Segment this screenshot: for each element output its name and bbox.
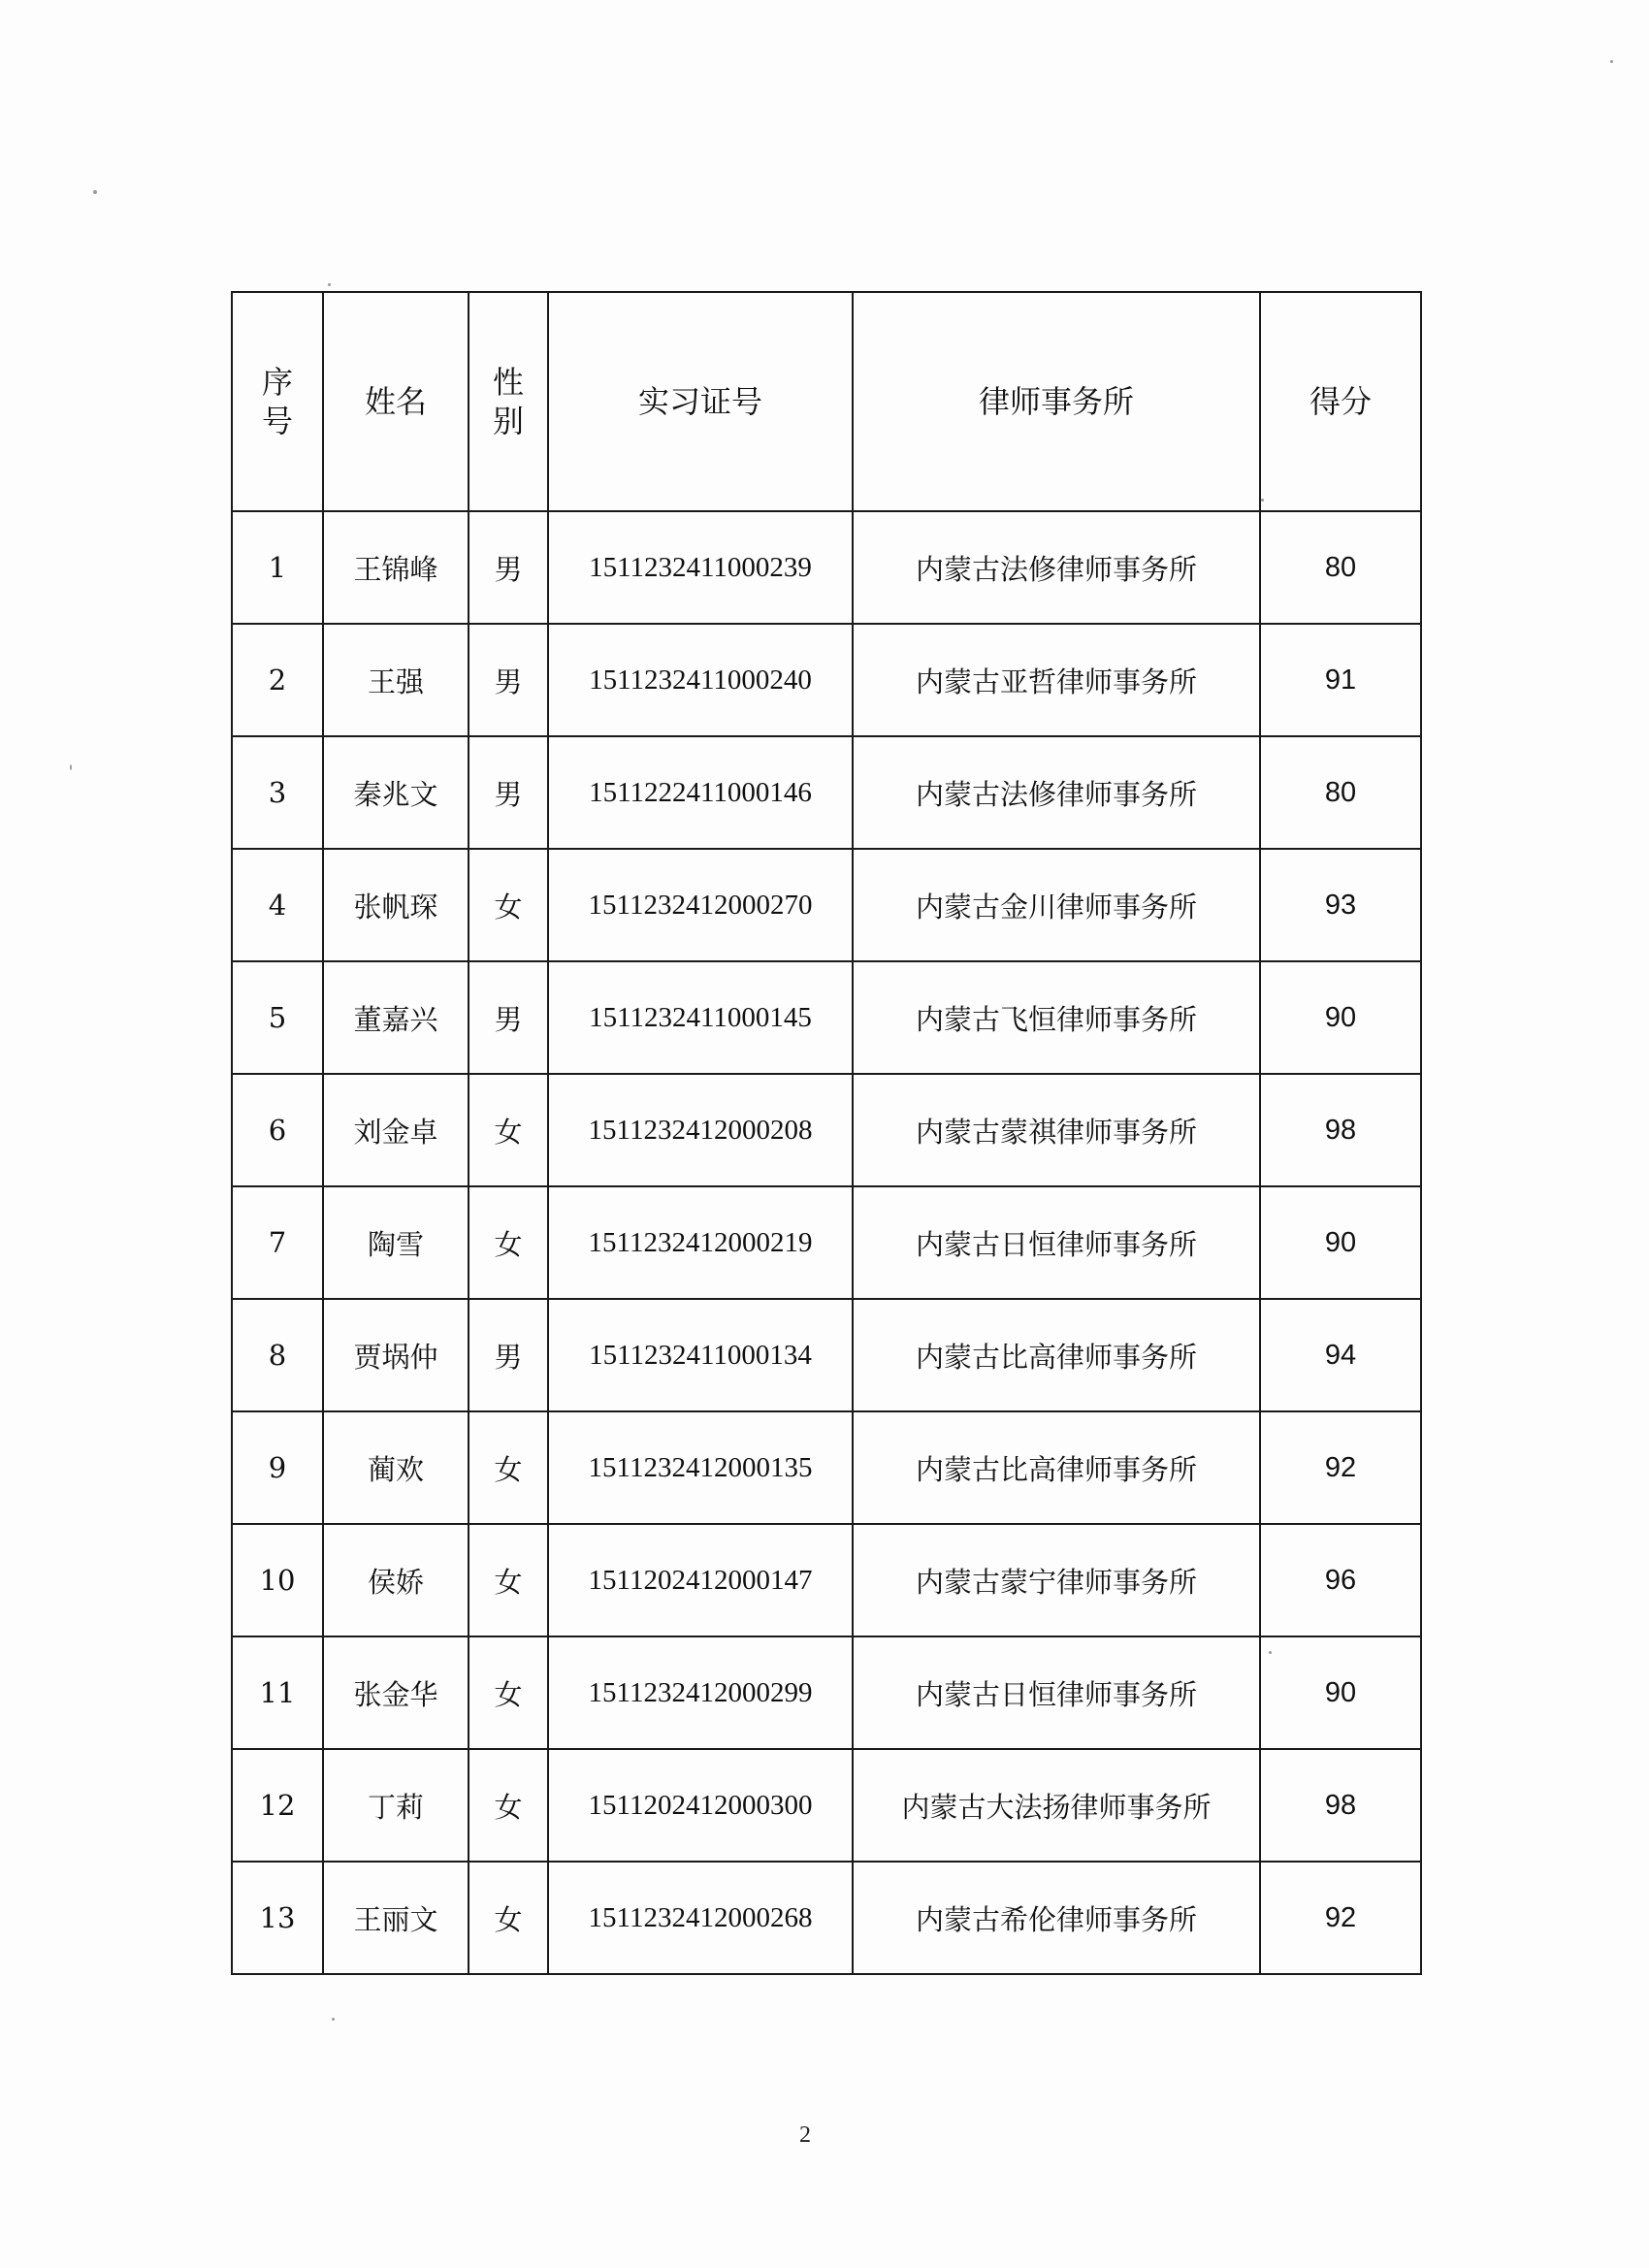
cell-index: 3 <box>232 736 323 849</box>
cell-score: 93 <box>1260 849 1421 961</box>
cell-cert: 1511232411000240 <box>548 624 853 736</box>
cell-cert: 1511232411000239 <box>548 511 853 624</box>
header-index <box>232 292 323 511</box>
cell-score: 90 <box>1260 1636 1421 1749</box>
table-row <box>232 1636 1421 1749</box>
page-number: 2 <box>799 2122 811 2148</box>
cell-firm: 内蒙古金川律师事务所 <box>853 849 1260 961</box>
intern-score-table <box>231 291 1422 1975</box>
scan-speck <box>1610 60 1613 63</box>
cell-index: 2 <box>232 624 323 736</box>
cell-score: 91 <box>1260 624 1421 736</box>
cell-gender: 男 <box>469 511 548 624</box>
cell-firm: 内蒙古法修律师事务所 <box>853 511 1260 624</box>
cell-name: 董嘉兴 <box>323 961 469 1074</box>
table-row <box>232 1074 1421 1186</box>
cell-firm: 内蒙古日恒律师事务所 <box>853 1186 1260 1299</box>
cell-score: 92 <box>1260 1862 1421 1974</box>
cell-index: 9 <box>232 1411 323 1524</box>
cell-gender: 男 <box>469 624 548 736</box>
cell-index: 11 <box>232 1636 323 1749</box>
cell-score: 94 <box>1260 1299 1421 1411</box>
table-row <box>232 511 1421 624</box>
cell-firm: 内蒙古比高律师事务所 <box>853 1411 1260 1524</box>
cell-firm: 内蒙古比高律师事务所 <box>853 1299 1260 1411</box>
cell-name: 王强 <box>323 624 469 736</box>
cell-cert: 1511202412000147 <box>548 1524 853 1636</box>
header-cert: 实习证号 <box>548 292 853 511</box>
cell-name: 秦兆文 <box>323 736 469 849</box>
header-score: 得分 <box>1260 292 1421 511</box>
cell-firm: 内蒙古法修律师事务所 <box>853 736 1260 849</box>
table-row <box>232 736 1421 849</box>
cell-gender: 女 <box>469 1749 548 1862</box>
table-row <box>232 1299 1421 1411</box>
cell-index: 13 <box>232 1862 323 1974</box>
cell-name: 刘金卓 <box>323 1074 469 1186</box>
header-gender-line-2: 别 <box>492 403 524 439</box>
table-row <box>232 1749 1421 1862</box>
cell-name: 蔺欢 <box>323 1411 469 1524</box>
cell-gender: 女 <box>469 1636 548 1749</box>
table-row <box>232 624 1421 736</box>
header-index-line-2: 号 <box>261 403 293 439</box>
cell-cert: 1511202412000300 <box>548 1749 853 1862</box>
cell-index: 6 <box>232 1074 323 1186</box>
cell-index: 4 <box>232 849 323 961</box>
cell-gender: 女 <box>469 849 548 961</box>
cell-firm: 内蒙古大法扬律师事务所 <box>853 1749 1260 1862</box>
cell-name: 王丽文 <box>323 1862 469 1974</box>
cell-firm: 内蒙古亚哲律师事务所 <box>853 624 1260 736</box>
cell-score: 80 <box>1260 736 1421 849</box>
table-row <box>232 1186 1421 1299</box>
cell-firm: 内蒙古蒙宁律师事务所 <box>853 1524 1260 1636</box>
cell-gender: 男 <box>469 1299 548 1411</box>
cell-index: 5 <box>232 961 323 1074</box>
cell-score: 98 <box>1260 1074 1421 1186</box>
header-firm: 律师事务所 <box>853 292 1260 511</box>
cell-index: 1 <box>232 511 323 624</box>
cell-gender: 男 <box>469 961 548 1074</box>
scan-speck <box>332 2018 335 2021</box>
cell-score: 90 <box>1260 1186 1421 1299</box>
cell-firm: 内蒙古希伦律师事务所 <box>853 1862 1260 1974</box>
cell-index: 8 <box>232 1299 323 1411</box>
cell-name: 丁莉 <box>323 1749 469 1862</box>
cell-gender: 女 <box>469 1862 548 1974</box>
cell-name: 张金华 <box>323 1636 469 1749</box>
cell-cert: 1511232412000299 <box>548 1636 853 1749</box>
cell-score: 98 <box>1260 1749 1421 1862</box>
cell-firm: 内蒙古日恒律师事务所 <box>853 1636 1260 1749</box>
cell-cert: 1511232412000135 <box>548 1411 853 1524</box>
table-header-row <box>232 292 1421 511</box>
cell-score: 92 <box>1260 1411 1421 1524</box>
cell-cert: 1511232412000268 <box>548 1862 853 1974</box>
table-row <box>232 849 1421 961</box>
table-row <box>232 1411 1421 1524</box>
header-gender <box>469 292 548 511</box>
cell-gender: 女 <box>469 1524 548 1636</box>
cell-cert: 1511232412000219 <box>548 1186 853 1299</box>
table-row <box>232 1862 1421 1974</box>
cell-gender: 女 <box>469 1074 548 1186</box>
scan-speck <box>328 283 331 286</box>
scan-speck <box>93 190 97 194</box>
cell-name: 贾埚仲 <box>323 1299 469 1411</box>
cell-cert: 1511232411000134 <box>548 1299 853 1411</box>
cell-gender: 女 <box>469 1411 548 1524</box>
cell-name: 王锦峰 <box>323 511 469 624</box>
cell-name: 张帆琛 <box>323 849 469 961</box>
cell-index: 7 <box>232 1186 323 1299</box>
cell-name: 陶雪 <box>323 1186 469 1299</box>
header-index-line-1: 序 <box>261 364 293 401</box>
cell-firm: 内蒙古蒙祺律师事务所 <box>853 1074 1260 1186</box>
scan-speck <box>70 764 72 770</box>
header-name: 姓名 <box>323 292 469 511</box>
cell-cert: 1511232412000270 <box>548 849 853 961</box>
cell-index: 12 <box>232 1749 323 1862</box>
cell-name: 侯娇 <box>323 1524 469 1636</box>
cell-cert: 1511232412000208 <box>548 1074 853 1186</box>
cell-cert: 1511232411000145 <box>548 961 853 1074</box>
cell-gender: 男 <box>469 736 548 849</box>
cell-cert: 1511222411000146 <box>548 736 853 849</box>
cell-index: 10 <box>232 1524 323 1636</box>
cell-score: 80 <box>1260 511 1421 624</box>
table-row <box>232 961 1421 1074</box>
cell-firm: 内蒙古飞恒律师事务所 <box>853 961 1260 1074</box>
cell-gender: 女 <box>469 1186 548 1299</box>
table-row <box>232 1524 1421 1636</box>
cell-score: 96 <box>1260 1524 1421 1636</box>
cell-score: 90 <box>1260 961 1421 1074</box>
header-gender-line-1: 性 <box>492 364 524 401</box>
